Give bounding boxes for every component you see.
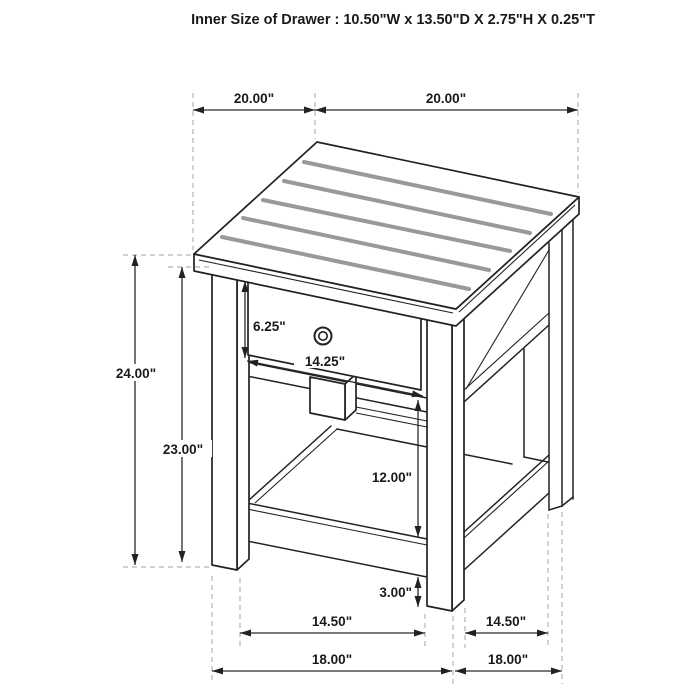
dim-bottom-inner-width: [240, 614, 425, 633]
dim-foot-height: [379, 577, 418, 607]
dim-total-height: [106, 255, 165, 565]
dim-drawer-width-label: 14.25": [304, 354, 346, 369]
dim-top-width-right-label: 20.00": [425, 91, 467, 106]
drawer-knob: [315, 328, 332, 345]
dim-leg-height: [153, 267, 212, 562]
dim-top-width-right: [315, 91, 578, 110]
dim-total-height-label: 24.00": [115, 366, 157, 381]
dim-shelf-clearance-label: 12.00": [371, 470, 412, 485]
corner-support: [524, 349, 548, 462]
side-shelf-apron: [464, 455, 549, 570]
dim-top-width-left-label: 20.00": [233, 91, 275, 106]
dim-bottom-outer-width-label: 18.00": [311, 652, 353, 667]
diagram-title: Inner Size of Drawer : 10.50"W x 13.50"D X 2.75"H X 0.25"T: [191, 12, 595, 28]
dim-bottom-outer-depth: [455, 652, 562, 671]
front-right-leg: [427, 305, 464, 611]
dim-bottom-inner-depth: [465, 614, 548, 633]
dim-top-width-left: [193, 91, 315, 110]
dim-bottom-outer-width: [212, 652, 452, 671]
dim-foot-height-label: 3.00": [379, 585, 412, 600]
front-left-leg: [212, 262, 249, 570]
dim-drawer-height-label: 6.25": [253, 319, 286, 334]
table-drawing: [194, 142, 579, 611]
dim-bottom-inner-depth-label: 14.50": [485, 614, 527, 629]
dim-bottom-inner-width-label: 14.50": [311, 614, 353, 629]
dim-leg-height-label: 23.00": [162, 442, 204, 457]
lower-shelf: [237, 426, 512, 577]
back-right-leg: [549, 217, 573, 510]
dim-bottom-outer-depth-label: 18.00": [487, 652, 529, 667]
